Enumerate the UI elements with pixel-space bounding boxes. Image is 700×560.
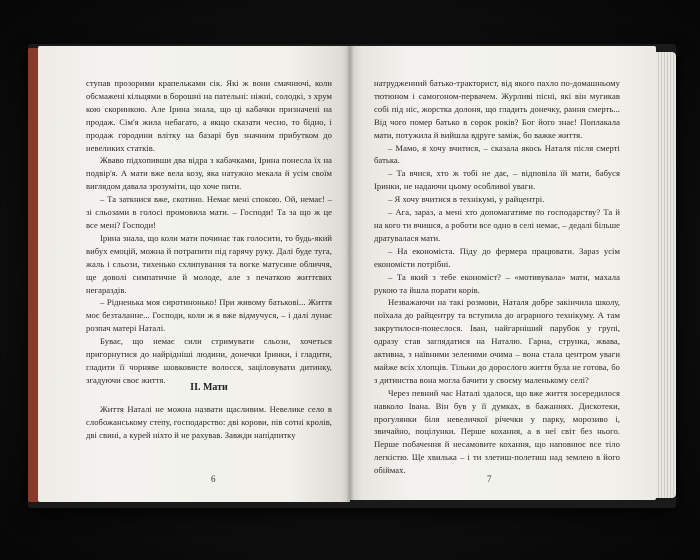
book-gutter <box>346 46 354 502</box>
right-page-text <box>374 77 620 477</box>
paragraph: Ірина знала, що коли мати починає так голосити, то будь-який вибух емоцій, можна й потрапити під гарячу руку. Далі буде туга, жаль і сльози, тихенько схлипування та вогке матусине обличчя, ще доволі симпатичне й молоде, але з печаткою життєвих негараздів. <box>86 232 332 295</box>
paragraph: – Та який з тебе економіст? – «мотивувала» мати, махала рукою та йшла порати корів. <box>374 271 620 295</box>
paragraph: Через певний час Наталі здалося, що вже життя зосередилося навколо Івана. Він був у її думках, в бажаннях. Дискотеки, прогулянки біля невеличкої річечки у парку, морозиво і, звичайно, поцілунки. Перше кохання, а в неї світ без нього. Перше побачення й несамовите кохання, що наповнює все тіло легкістю. Ще хвилька – і ти злетиш-полетиш над землею в його обіймах. <box>374 387 620 476</box>
paragraph: Буває, що немає сили стримувати сльози, хочеться пригорнутися до найрідніші людини, донечки Іринки, і гладити, гладити її чорняве шовковисте волосся, заціловувати дитинку, згадуючи своє життя. <box>86 336 332 385</box>
paragraph: ступав прозорими крапельками сік. Які ж вони смачнючі, коли обсмажені кільцями в борошні на пательні: ніжні, солодкі, з хрум кою скоринкою. Але Ірина знала, що ці кабачки призначені на продаж. Сім'я жила небагато, а якщо сказати чесно, то бідно, і продаж городини влітку на базарі був значним прибутком до невеликих статків. <box>86 78 332 153</box>
page-edges <box>656 52 676 498</box>
paragraph: – Рідненька моя сиротинонько! При живому батькові... Життя моє безталанне... Господи, коли ж я вже відмучуся, – і далі лунає розпач матері Наталі. <box>86 297 332 334</box>
chapter-text <box>86 403 332 442</box>
paragraph: Життя Наталі не можна назвати щасливим. Невелике село в слобожанському степу, господарство: дві корови, пів сотні кролів, дві свині, а курей ніхто й не рахував. Завжди напідпитку <box>86 404 332 440</box>
left-page-text <box>86 77 332 387</box>
book-spine-edge <box>28 48 38 502</box>
paragraph: Незважаючи на такі розмови, Наталя добре закінчила школу, поїхала до райцентру та вступила до аграрного технікуму. А там закрутилося-понеслося. Іван, найгарніший парубок у групі, одразу став заглядатися на Наталю. Гарна, струнка, жвава, активна, з наївними зеленими очима – вона стала центром уваги майже всіх хлопців. Тільки до дорослого життя була не готова, бо з дитинства вона могла бачити у своєму маленькому селі? <box>374 297 620 385</box>
paragraph: – Та заткнися вже, скотино. Немає мені спокою. Ой, немає! – зі сльозами в голосі промовила мати. – Господи! Та за що ж це все мені? Господи! <box>86 194 332 230</box>
paragraph: – Мамо, я хочу вчитися, – сказала якось Наталя після смерті батька. <box>374 142 620 166</box>
chapter-title: ІІ. Мати <box>190 382 228 393</box>
page-number-left: 6 <box>211 474 216 484</box>
paragraph: – Та вчися, хто ж тобі не дає, – відповіла їй мати, бабуся Іринки, не надаючи цьому особливої уваги. <box>374 168 620 192</box>
paragraph: – Ага, зараз, а мені хто допомагатиме по господарству? Та й на кого ти вчишся, а роботи все одно в селі немає, – дедалі більше дратувалася мати. <box>374 207 620 243</box>
paragraph: – Я хочу вчитися в технікумі, у райцентрі. <box>388 194 545 205</box>
paragraph: Жваво підхопивши два відра з кабачками, Ірина понесла їх на подвір'я. А мати вже вела козу, яка натужно мекала й усім своїм виглядом давала зрозуміти, що хоче пити. <box>86 155 332 192</box>
page-number-right: 7 <box>487 474 492 484</box>
paragraph: натрудженний батько-тракторист, від якого пахло по-домашньому тютюном і самогоном-первачем. Журливі пісні, які він мугикав собі під ніс, жорстка долоня, що гладить донечку, рання смерть... Від чого помер батько в сорок років? Бог його знає! Поплакала мати, потужила й вийшла вдруге заміж, бо важке життя. <box>374 78 620 140</box>
paragraph: – На економіста. Піду до фермера працювати. Зараз усім економісти потрібні. <box>374 245 620 269</box>
